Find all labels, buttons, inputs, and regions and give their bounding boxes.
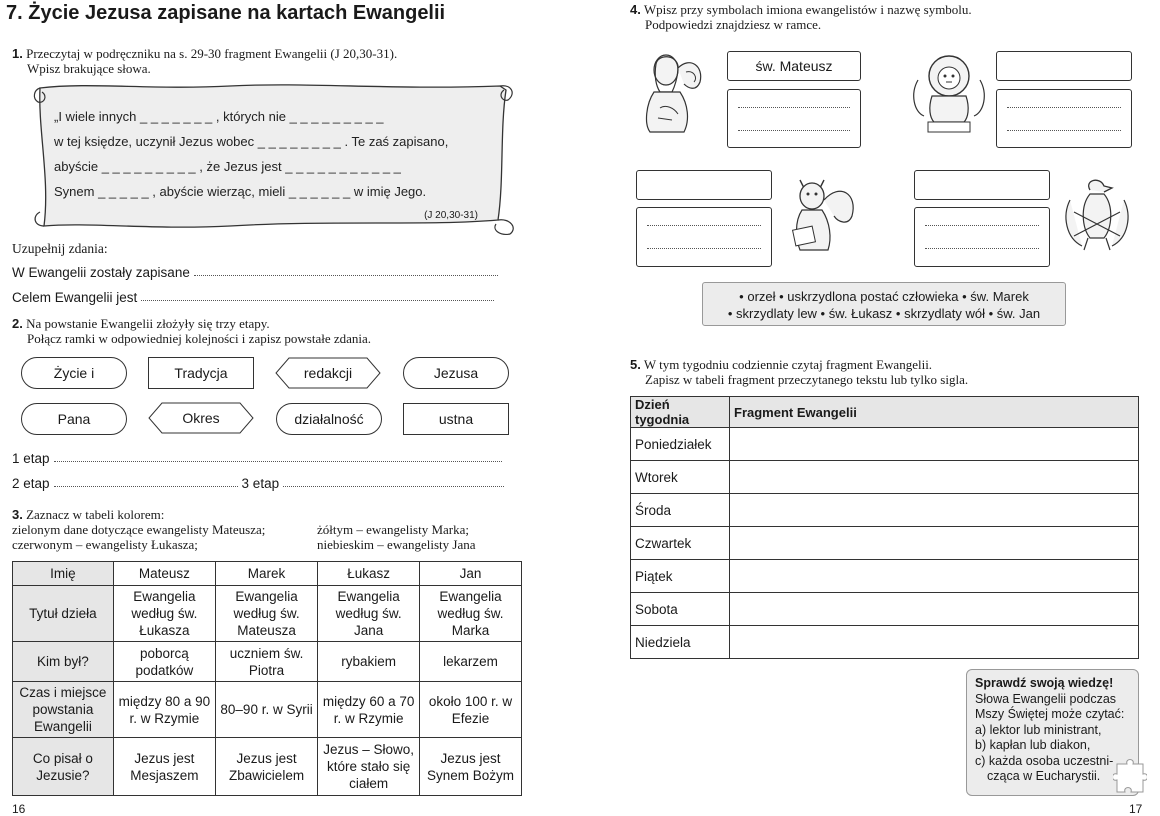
sentence1-answer-line[interactable] — [194, 265, 498, 276]
table-header-cell: Dzień tygodnia — [631, 397, 730, 428]
table-cell[interactable]: uczniem św. Piotra — [215, 642, 317, 682]
puzzle-icon — [1113, 758, 1147, 796]
table-cell[interactable]: między 80 a 90 r. w Rzymie — [113, 682, 215, 738]
scroll-line: Synem _ _ _ _ _ , abyście wierząc, mieli _ _ _ _ _ _ w imię Jego. — [54, 184, 427, 199]
luke-symbol-box[interactable] — [636, 207, 772, 267]
table-cell[interactable]: lekarzem — [420, 642, 522, 682]
sentence1-row — [12, 265, 498, 280]
frame-zycie-i[interactable]: Życie i — [21, 357, 127, 389]
check-title: Sprawdź swoją wiedzę! — [975, 676, 1114, 690]
table-header-row — [631, 397, 1139, 428]
fragment-cell[interactable] — [730, 626, 1139, 659]
day-label: Czwartek — [631, 527, 730, 560]
frame-jezusa[interactable]: Jezusa — [403, 357, 509, 389]
winged-lion-icon — [910, 50, 988, 136]
complete-label: Uzupełnij zdania: — [12, 241, 108, 256]
hint-line: • orzeł • uskrzydlona postać człowieka • św. Marek — [739, 289, 1029, 304]
frame-redakcji[interactable]: redakcji — [275, 357, 381, 389]
fragment-cell[interactable] — [730, 494, 1139, 527]
stage3-answer-line[interactable] — [283, 476, 504, 487]
table-header-row — [13, 562, 522, 586]
page-title: 7. Życie Jezusa zapisane na kartach Ewangelii — [6, 2, 446, 24]
matthew-symbol-box[interactable] — [727, 89, 861, 148]
row-label: Co pisał o Jezusie? — [13, 738, 114, 796]
scroll-text — [54, 104, 494, 204]
scroll-reference: (J 20,30-31) — [424, 210, 478, 221]
scroll-line: „I wiele innych _ _ _ _ _ _ _ , których nie _ _ _ _ _ _ _ _ _ — [54, 109, 384, 124]
table-header-cell: Fragment Ewangelii — [730, 397, 1139, 428]
table-row — [13, 642, 522, 682]
matthew-name-box[interactable]: św. Mateusz — [727, 51, 861, 81]
scroll-line: w tej księdze, uczynił Jezus wobec _ _ _ _ _ _ _ _ . Te zaś zapisano, — [54, 134, 449, 149]
table-header-cell[interactable]: Marek — [215, 562, 317, 586]
answer-line — [925, 248, 1039, 249]
stage3-label: 3 etap — [241, 476, 280, 491]
table-row — [631, 461, 1139, 494]
sentence2-text: Celem Ewangelii jest — [12, 290, 138, 305]
table-cell[interactable]: rybakiem — [318, 642, 420, 682]
table-row — [631, 494, 1139, 527]
john-symbol-box[interactable] — [914, 207, 1050, 267]
page-number: 17 — [1129, 802, 1143, 816]
answer-line — [647, 225, 761, 226]
fragment-cell[interactable] — [730, 428, 1139, 461]
frame-dzialalnosc[interactable]: działalność — [276, 403, 382, 435]
check-option: b) kapłan lub diakon, — [975, 738, 1091, 752]
answer-line — [738, 107, 850, 108]
hint-box — [702, 282, 1066, 326]
table-cell[interactable]: Jezus jest Mesjaszem — [113, 738, 215, 796]
row-label: Tytuł dzieła — [13, 586, 114, 642]
table-header-cell[interactable]: Łukasz — [318, 562, 420, 586]
winged-man-icon — [638, 48, 708, 134]
table-cell[interactable]: Jezus jest Zbawicielem — [215, 738, 317, 796]
answer-line — [738, 130, 850, 131]
table-row — [631, 626, 1139, 659]
sentence2-answer-line[interactable] — [141, 290, 494, 301]
stage1-answer-line[interactable] — [54, 451, 502, 462]
mark-name-box[interactable] — [996, 51, 1132, 81]
page-number: 16 — [12, 802, 26, 816]
frame-pana[interactable]: Pana — [21, 403, 127, 435]
table-row — [631, 527, 1139, 560]
fragment-cell[interactable] — [730, 593, 1139, 626]
right-page — [580, 0, 1160, 816]
stage1-label: 1 etap — [12, 451, 50, 466]
stage2-answer-line[interactable] — [54, 476, 238, 487]
stage2-label: 2 etap — [12, 476, 50, 491]
task5-instruction: 5. W tym tygodniu codziennie czytaj fragment Ewangelii. Zapisz w tabeli fragment przeczytanego tekstu lub tylko sigla. — [630, 357, 969, 387]
table-cell[interactable]: Jezus – Słowo, które stało się ciałem — [318, 738, 420, 796]
day-label: Piątek — [631, 560, 730, 593]
table-cell[interactable]: Jezus jest Synem Bożym — [420, 738, 522, 796]
fragment-cell[interactable] — [730, 461, 1139, 494]
mark-symbol-box[interactable] — [996, 89, 1132, 148]
task3-colors-left: zielonym dane dotyczące ewangelisty Mateusza; czerwonym – ewangelisty Łukasza; — [12, 522, 266, 552]
day-label: Niedziela — [631, 626, 730, 659]
answer-line — [925, 225, 1039, 226]
check-option: c) każda osoba uczestni- — [975, 753, 1114, 768]
task4-instruction: 4. Wpisz przy symbolach imiona ewangelistów i nazwę symbolu. Podpowiedzi znajdziesz w ramce. — [630, 2, 972, 32]
task2-instruction: 2. Na powstanie Ewangelii złożyły się trzy etapy. Połącz ramki w odpowiedniej kolejności i zapisz powstałe zdania. — [12, 316, 372, 346]
table-cell[interactable]: poborcą podatków — [113, 642, 215, 682]
table-row — [631, 593, 1139, 626]
table-header-cell[interactable]: Jan — [420, 562, 522, 586]
frame-ustna[interactable]: ustna — [403, 403, 509, 435]
task3-instruction: 3. Zaznacz w tabeli kolorem: — [12, 507, 165, 522]
scroll-line: abyście _ _ _ _ _ _ _ _ _ , że Jezus jest _ _ _ _ _ _ _ _ _ _ _ — [54, 159, 401, 174]
table-cell[interactable]: Ewangelia według św. Łukasza — [113, 586, 215, 642]
table-row — [13, 586, 522, 642]
evangelists-table — [12, 561, 522, 796]
check-knowledge-box — [966, 669, 1139, 796]
table-cell[interactable]: Ewangelia według św. Jana — [318, 586, 420, 642]
sentence2-row — [12, 290, 494, 305]
row-label: Kim był? — [13, 642, 114, 682]
table-cell[interactable]: 80–90 r. w Syrii — [215, 682, 317, 738]
table-header-cell[interactable]: Mateusz — [113, 562, 215, 586]
day-label: Sobota — [631, 593, 730, 626]
eagle-icon — [1060, 176, 1134, 256]
fragment-cell[interactable] — [730, 527, 1139, 560]
day-label: Wtorek — [631, 461, 730, 494]
table-cell[interactable]: Ewangelia według św. Mateusza — [215, 586, 317, 642]
fragment-cell[interactable] — [730, 560, 1139, 593]
luke-name-box[interactable] — [636, 170, 772, 200]
hint-line: • skrzydlaty lew • św. Łukasz • skrzydlaty wół • św. Jan — [727, 306, 1041, 321]
stage23-row — [12, 476, 504, 491]
task1-instruction: 1. Przeczytaj w podręczniku na s. 29-30 fragment Ewangelii (J 20,30-31). Wpisz brakujące słowa. — [12, 46, 398, 76]
answer-line — [1007, 107, 1121, 108]
table-cell[interactable]: Ewangelia według św. Marka — [420, 586, 522, 642]
stage1-row — [12, 451, 502, 466]
table-cell[interactable]: około 100 r. w Efezie — [420, 682, 522, 738]
weekly-reading-table — [630, 396, 1139, 659]
check-option: a) lektor lub ministrant, — [975, 722, 1102, 737]
table-cell[interactable]: między 60 a 70 r. w Rzymie — [318, 682, 420, 738]
day-label: Środa — [631, 494, 730, 527]
table-row — [13, 682, 522, 738]
check-text: Mszy Świętej może czytać: — [975, 707, 1125, 721]
task3-colors-right: żółtym – ewangelisty Marka; niebieskim – ewangelisty Jana — [317, 522, 476, 552]
answer-line — [1007, 130, 1121, 131]
check-option: cząca w Eucharystii. — [987, 769, 1101, 783]
frame-okres[interactable]: Okres — [148, 402, 254, 434]
sentence1-text: W Ewangelii zostały zapisane — [12, 265, 190, 280]
frame-tradycja[interactable]: Tradycja — [148, 357, 254, 389]
table-row — [631, 560, 1139, 593]
day-label: Poniedziałek — [631, 428, 730, 461]
table-row — [13, 738, 522, 796]
answer-line — [647, 248, 761, 249]
row-label: Czas i miejsce powstania Ewangelii — [13, 682, 114, 738]
winged-ox-icon — [784, 170, 860, 256]
table-header-cell: Imię — [13, 562, 114, 586]
scroll-frame — [30, 80, 520, 236]
john-name-box[interactable] — [914, 170, 1050, 200]
check-text: Słowa Ewangelii podczas — [975, 691, 1117, 706]
table-row — [631, 428, 1139, 461]
